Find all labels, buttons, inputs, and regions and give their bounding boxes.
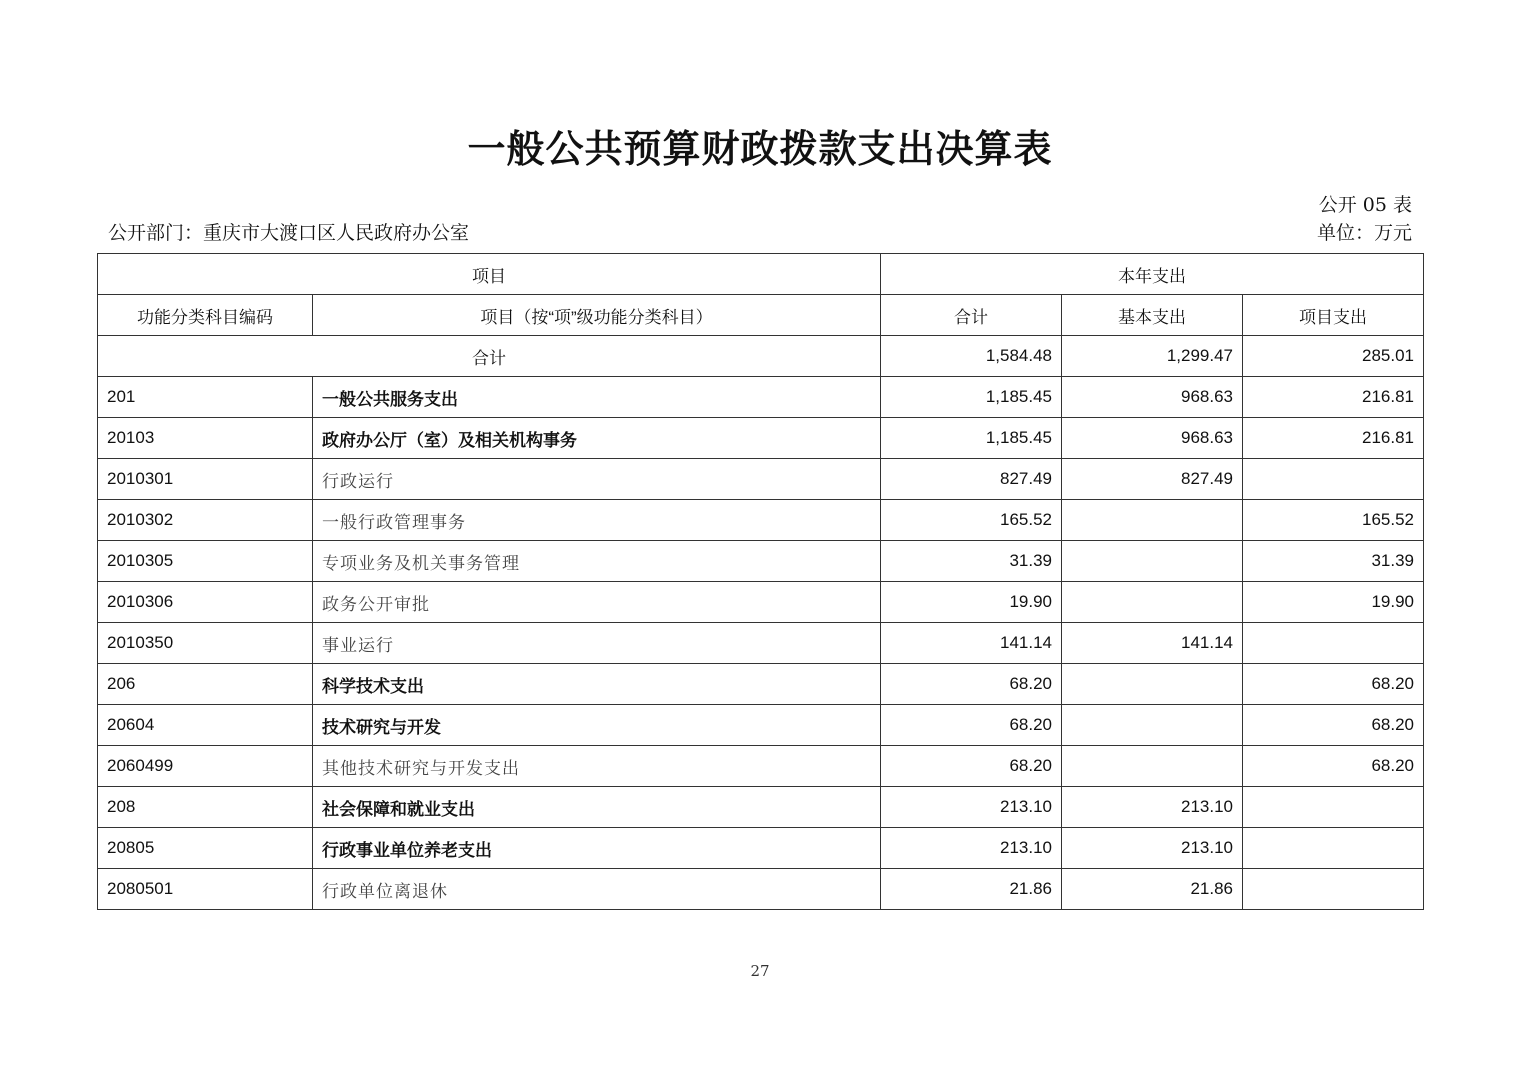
row-total: 68.20 (881, 746, 1062, 787)
unit-label: 单位：万元 (1316, 222, 1412, 244)
row-total: 1,185.45 (881, 418, 1062, 459)
row-basic (1062, 664, 1243, 705)
table-row (98, 705, 1424, 746)
row-total: 141.14 (881, 623, 1062, 664)
table-row (98, 582, 1424, 623)
row-basic: 213.10 (1062, 787, 1243, 828)
row-code: 2010306 (98, 582, 313, 623)
department-label: 公开部门：重庆市大渡口区人民政府办公室 (108, 222, 470, 244)
row-project: 165.52 (1243, 500, 1424, 541)
row-basic (1062, 746, 1243, 787)
row-project: 68.20 (1243, 746, 1424, 787)
row-basic: 968.63 (1062, 377, 1243, 418)
row-project: 216.81 (1243, 377, 1424, 418)
row-item-name: 行政事业单位养老支出 (313, 828, 881, 869)
row-basic: 968.63 (1062, 418, 1243, 459)
table-row (98, 787, 1424, 828)
table-row (98, 541, 1424, 582)
table-row (98, 377, 1424, 418)
row-total: 21.86 (881, 869, 1062, 910)
row-basic (1062, 705, 1243, 746)
row-basic (1062, 582, 1243, 623)
header-row-group (98, 254, 1424, 295)
row-total: 165.52 (881, 500, 1062, 541)
row-code: 20604 (98, 705, 313, 746)
header-basic: 基本支出 (1062, 295, 1243, 336)
row-total: 827.49 (881, 459, 1062, 500)
row-code: 2010350 (98, 623, 313, 664)
table-row (98, 828, 1424, 869)
form-number: 公开 05 表 (1318, 194, 1412, 216)
total-row (98, 336, 1424, 377)
row-total: 19.90 (881, 582, 1062, 623)
row-code: 20805 (98, 828, 313, 869)
table-row (98, 746, 1424, 787)
header-current-year-group: 本年支出 (881, 254, 1424, 295)
row-item-name: 科学技术支出 (313, 664, 881, 705)
row-total: 31.39 (881, 541, 1062, 582)
row-project (1243, 869, 1424, 910)
table-row (98, 869, 1424, 910)
row-item-name: 技术研究与开发 (313, 705, 881, 746)
header-project: 项目支出 (1243, 295, 1424, 336)
total-row-label: 合计 (98, 336, 881, 377)
row-item-name: 其他技术研究与开发支出 (313, 746, 881, 787)
row-code: 2010305 (98, 541, 313, 582)
row-code: 20103 (98, 418, 313, 459)
row-total: 1,185.45 (881, 377, 1062, 418)
row-total: 213.10 (881, 787, 1062, 828)
row-project: 216.81 (1243, 418, 1424, 459)
row-code: 208 (98, 787, 313, 828)
header-item-group: 项目 (98, 254, 881, 295)
header-row-columns (98, 295, 1424, 336)
page-title: 一般公共预算财政拨款支出决算表 (467, 127, 1053, 171)
table-row (98, 500, 1424, 541)
row-code: 206 (98, 664, 313, 705)
page-number: 27 (750, 962, 770, 980)
header-item-name: 项目（按“项”级功能分类科目） (313, 295, 881, 336)
row-basic: 21.86 (1062, 869, 1243, 910)
row-item-name: 事业运行 (313, 623, 881, 664)
row-item-name: 行政单位离退休 (313, 869, 881, 910)
table-row (98, 459, 1424, 500)
row-basic: 141.14 (1062, 623, 1243, 664)
row-basic (1062, 541, 1243, 582)
row-project (1243, 828, 1424, 869)
row-project (1243, 623, 1424, 664)
row-code: 2010302 (98, 500, 313, 541)
row-item-name: 政府办公厅（室）及相关机构事务 (313, 418, 881, 459)
row-project: 68.20 (1243, 664, 1424, 705)
total-row-total: 1,584.48 (881, 336, 1062, 377)
row-project: 31.39 (1243, 541, 1424, 582)
row-project: 68.20 (1243, 705, 1424, 746)
row-item-name: 社会保障和就业支出 (313, 787, 881, 828)
row-project (1243, 787, 1424, 828)
row-item-name: 一般公共服务支出 (313, 377, 881, 418)
row-project (1243, 459, 1424, 500)
row-total: 213.10 (881, 828, 1062, 869)
row-code: 201 (98, 377, 313, 418)
row-code: 2060499 (98, 746, 313, 787)
table-row (98, 623, 1424, 664)
header-total: 合计 (881, 295, 1062, 336)
table-row (98, 664, 1424, 705)
row-basic: 827.49 (1062, 459, 1243, 500)
row-basic (1062, 500, 1243, 541)
table-row (98, 418, 1424, 459)
row-code: 2010301 (98, 459, 313, 500)
total-row-basic: 1,299.47 (1062, 336, 1243, 377)
row-total: 68.20 (881, 664, 1062, 705)
row-total: 68.20 (881, 705, 1062, 746)
row-code: 2080501 (98, 869, 313, 910)
total-row-project: 285.01 (1243, 336, 1424, 377)
row-item-name: 行政运行 (313, 459, 881, 500)
row-item-name: 政务公开审批 (313, 582, 881, 623)
row-project: 19.90 (1243, 582, 1424, 623)
row-item-name: 专项业务及机关事务管理 (313, 541, 881, 582)
row-basic: 213.10 (1062, 828, 1243, 869)
row-item-name: 一般行政管理事务 (313, 500, 881, 541)
expenditure-table (97, 253, 1424, 910)
header-code: 功能分类科目编码 (98, 295, 313, 336)
